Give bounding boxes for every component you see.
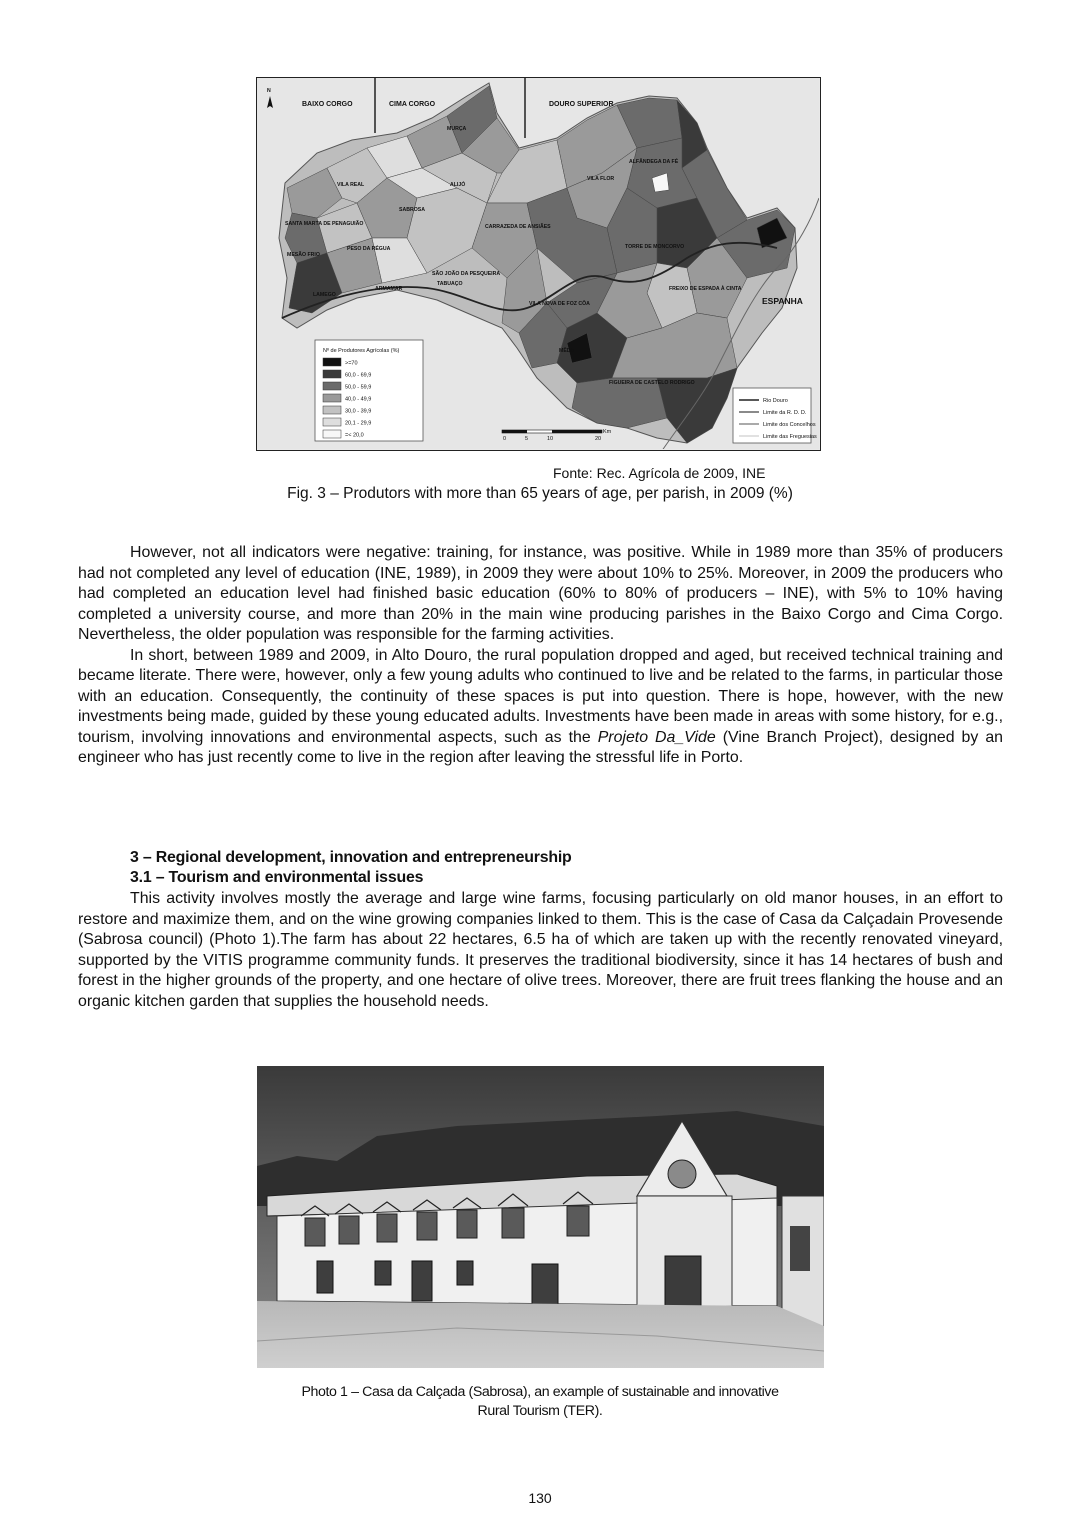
place-label: MESÃO FRIO: [287, 252, 320, 258]
legend-label: 50,0 - 59,9: [345, 384, 372, 391]
legend-title: Nº de Produtores Agrícolas (%): [323, 348, 400, 354]
legend-swatch: [323, 370, 341, 378]
legend-label: 20,1 - 29,9: [345, 420, 372, 427]
svg-text:N: N: [267, 88, 271, 94]
paragraph-1: However, not all indicators were negative: training, for instance, was positive. While in 1989 more than 35% of producers had not completed any level of education (INE, 1989), in 2009 they were about 10% to 25%. Moreover, in 2009 the producers who had completed an education level had finished basic education (60% to 80% of producers – INE), with 5% to 10% having completed a university course, and more than 20% in the main wine producing parishes in the Baixo Corgo and Cima Corgo. Nevertheless, the older population was responsible for the farming activities.: [78, 544, 1003, 643]
place-label: TORRE DE MONCORVO: [625, 244, 685, 250]
section-heading: 3 – Regional development, innovation and entrepreneurship: [130, 849, 572, 866]
line-legend-label: Limite dos Concelhos: [763, 422, 816, 428]
photo-caption-line-2: Rural Tourism (TER).: [477, 1403, 603, 1419]
place-label: ARMAMAR: [375, 286, 403, 292]
legend-label: 60,0 - 69,9: [345, 372, 372, 379]
legend-swatch: [323, 430, 341, 438]
region-label-cima-corgo: CIMA CORGO: [389, 101, 436, 108]
place-label: FREIXO DE ESPADA À CINTA: [669, 286, 742, 292]
subsection-heading: 3.1 – Tourism and environmental issues: [130, 869, 424, 886]
page-number: 130: [528, 1490, 552, 1506]
photo-casa-da-calcada: [257, 1066, 824, 1368]
line-legend-label: Limite das Freguesias: [763, 434, 817, 440]
body-block-1: [78, 543, 1003, 769]
place-label: MÊDA: [559, 348, 575, 354]
place-label: VILA NOVA DE FOZ CÔA: [529, 301, 590, 307]
place-label: ALFÂNDEGA DA FÉ: [629, 159, 679, 165]
photo-caption-line-1: Photo 1 – Casa da Calçada (Sabrosa), an example of sustainable and innovative: [301, 1384, 779, 1400]
line-legend-label: Limite da R. D. D.: [763, 410, 807, 416]
legend-label: 30,0 - 39,9: [345, 408, 372, 415]
legend-swatch: [323, 382, 341, 390]
place-label: SÃO JOÃO DA PESQUEIRA: [432, 271, 501, 277]
photo-drawing: [257, 1066, 824, 1368]
line-legend: [733, 388, 817, 443]
region-label-douro-superior: DOURO SUPERIOR: [549, 101, 614, 108]
region-label-baixo-corgo: BAIXO CORGO: [302, 101, 353, 108]
legend-swatch: [323, 358, 341, 366]
legend-swatch: [323, 418, 341, 426]
place-label: CARRAZEDA DE ANSIÃES: [485, 224, 551, 230]
legend-label: 40,0 - 49,9: [345, 396, 372, 403]
scale-tick: 5: [525, 436, 529, 442]
photo-caption: [0, 1383, 1080, 1421]
figure-caption: Fig. 3 – Produtors with more than 65 years of age, per parish, in 2009 (%): [287, 485, 793, 502]
place-label: VILA FLOR: [587, 176, 615, 182]
place-label: VILA REAL: [337, 182, 365, 188]
map-legend: [315, 340, 423, 441]
place-label: SANTA MARTA DE PENAGUIÃO: [285, 221, 364, 227]
place-label: TABUAÇO: [437, 281, 463, 287]
place-label: MURÇA: [447, 126, 467, 132]
place-label: ALIJÓ: [450, 182, 466, 188]
scale-tick: 0: [503, 436, 507, 442]
body-block-2: [78, 889, 1003, 1012]
legend-label: =< 20,0: [345, 432, 364, 439]
place-label: FIGUEIRA DE CASTELO RODRIGO: [609, 380, 695, 386]
legend-label: >=70: [345, 360, 358, 367]
place-label: SABROSA: [399, 207, 425, 213]
map-drawing: [257, 78, 819, 449]
legend-swatch: [323, 406, 341, 414]
scale-unit: Km: [603, 429, 612, 435]
figure-source: Fonte: Rec. Agrícola de 2009, INE: [553, 465, 766, 481]
legend-swatch: [323, 394, 341, 402]
country-label-espanha: ESPANHA: [762, 296, 803, 306]
paragraph-3: This activity involves mostly the average and large wine farms, focusing particularly on old manor houses, in an effort to restore and maximize them, and on the wine growing companies linked to them. This is the case of Casa da Calçadain Provesende (Sabrosa council) (Photo 1).The farm has about 22 hectares, 6.5 ha of which are taken up with the recently renovated vineyard, supported by the VITIS programme community funds. It preserves the traditional biodiversity, since it has 14 hectares of bush and forest in the higher grounds of the property, and one hectare of olive trees. Moreover, there are fruit trees flanking the house and an organic kitchen garden that supplies the household needs.: [78, 890, 1003, 1010]
scale-tick: 20: [595, 436, 602, 442]
line-legend-label: Rio Douro: [763, 398, 788, 404]
choropleth-map: [256, 77, 821, 451]
place-label: PESO DA RÉGUA: [347, 246, 391, 252]
place-label: LAMEGO: [313, 292, 336, 298]
scale-tick: 10: [547, 436, 554, 442]
paragraph-2: In short, between 1989 and 2009, in Alto Douro, the rural population dropped and aged, but received technical training and became literate. There were, however, only a few young adults who continued to live and be related to the farms, in particular those with an education. Consequently, the continuity of these spaces is put into question. There is hope, however, with the new investments being made, guided by these young educated adults. Investments have been made in areas with some history, for e.g., tourism, involving innovations and environmental aspects, such as the Projeto Da_Vide (Vine Branch Project), designed by an engineer who has just recently come to live in the region after leaving the stressful life in Porto.: [78, 646, 1003, 766]
